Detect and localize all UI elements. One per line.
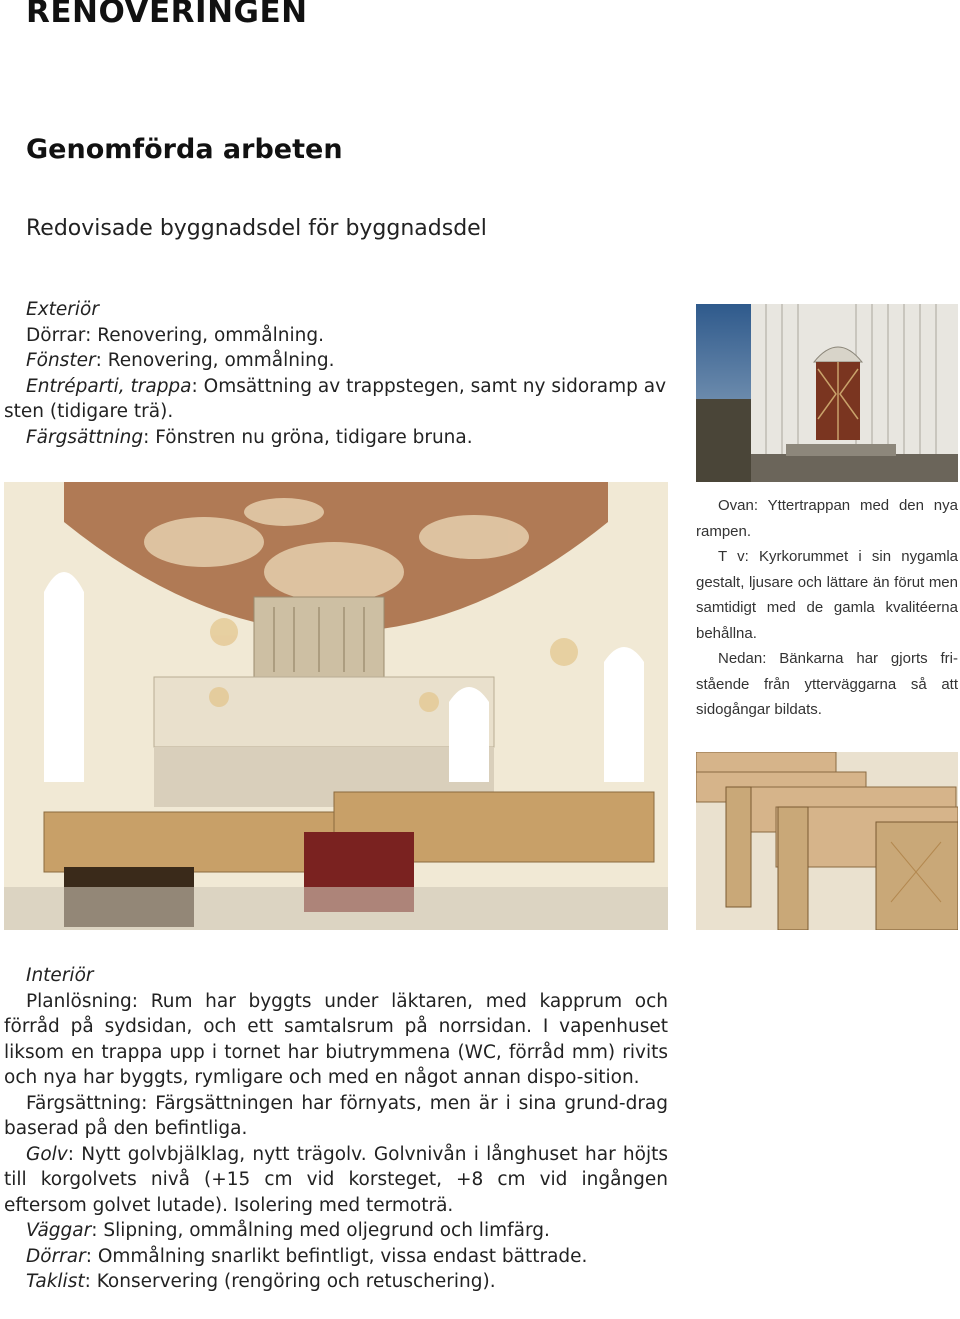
photo-captions [696, 493, 958, 723]
page-title: RENOVERINGEN [26, 0, 308, 30]
interior-text: : Ommålning snarlikt befintligt, vissa endast bättrade. [85, 1245, 588, 1267]
entrance-photo [696, 304, 958, 482]
exterior-section [4, 297, 674, 450]
interior-label: Färgsättning [26, 1092, 142, 1114]
exterior-label: Entréparti, trappa [26, 375, 192, 397]
interior-label: Dörrar [26, 1245, 86, 1267]
interior-label: Väggar [26, 1220, 92, 1241]
section-heading: Genomförda arbeten [26, 134, 343, 165]
interior-text: : Slipning, ommålning med oljegrund och limfärg. [91, 1220, 550, 1241]
interior-text: : Nytt golvbjälklag, nytt trägolv. Golvnivån i långhuset har höjts till korgolvets nivå (+15 cm vid korsteget, +8 cm vid ingången eftersom golvet lutade). Isolering med termoträ. [4, 1143, 668, 1216]
section-subtitle: Redovisade byggnadsdel för byggnadsdel [26, 216, 487, 241]
exterior-text: : Omsättning av trappstegen, samt ny sidoramp av sten (tidigare trä). [4, 375, 667, 422]
pews-photo [696, 752, 958, 930]
caption-left: T v: Kyrkorummet i sin nygamla gestalt, ljusare och lättare än förut men samtidigt med de gamla kvalitéerna behållna. [696, 548, 958, 642]
interior-label: Planlösning [26, 990, 132, 1012]
interior-text: : Rum har byggts under läktaren, med kapprum och förråd på sydsidan, och ett samtalsrum på norrsidan. I vapenhuset liksom en trappa upp i tornet har biutrymmena (WC, förråd mm) rivits och nya har byggts, rymligare och med en något annan dispo-sition. [4, 990, 668, 1088]
exterior-label: Fönster [26, 350, 96, 371]
exterior-label: Dörrar [26, 324, 86, 346]
interior-section [4, 963, 668, 1295]
interior-label: Taklist [26, 1271, 85, 1292]
interior-photo [4, 482, 668, 930]
exterior-text: : Renovering, ommålning. [85, 324, 324, 346]
exterior-label: Färgsättning [26, 426, 144, 448]
exterior-text: : Fönstren nu gröna, tidigare bruna. [143, 426, 473, 448]
interior-heading: Interiör [26, 965, 94, 986]
interior-text: : Konservering (rengöring och retuschering). [84, 1271, 496, 1292]
caption-below: Nedan: Bänkarna har gjorts fri-stående från ytterväggarna så att sidogångar bildats. [696, 650, 958, 718]
interior-text: : Färgsättningen har förnyats, men är i sina grund-drag baserad på den befintliga. [4, 1092, 668, 1139]
exterior-text: : Renovering, ommålning. [95, 350, 335, 371]
exterior-heading: Exteriör [26, 299, 99, 320]
interior-label: Golv [26, 1143, 68, 1165]
caption-above: Ovan: Yttertrappan med den nya rampen. [696, 497, 958, 540]
